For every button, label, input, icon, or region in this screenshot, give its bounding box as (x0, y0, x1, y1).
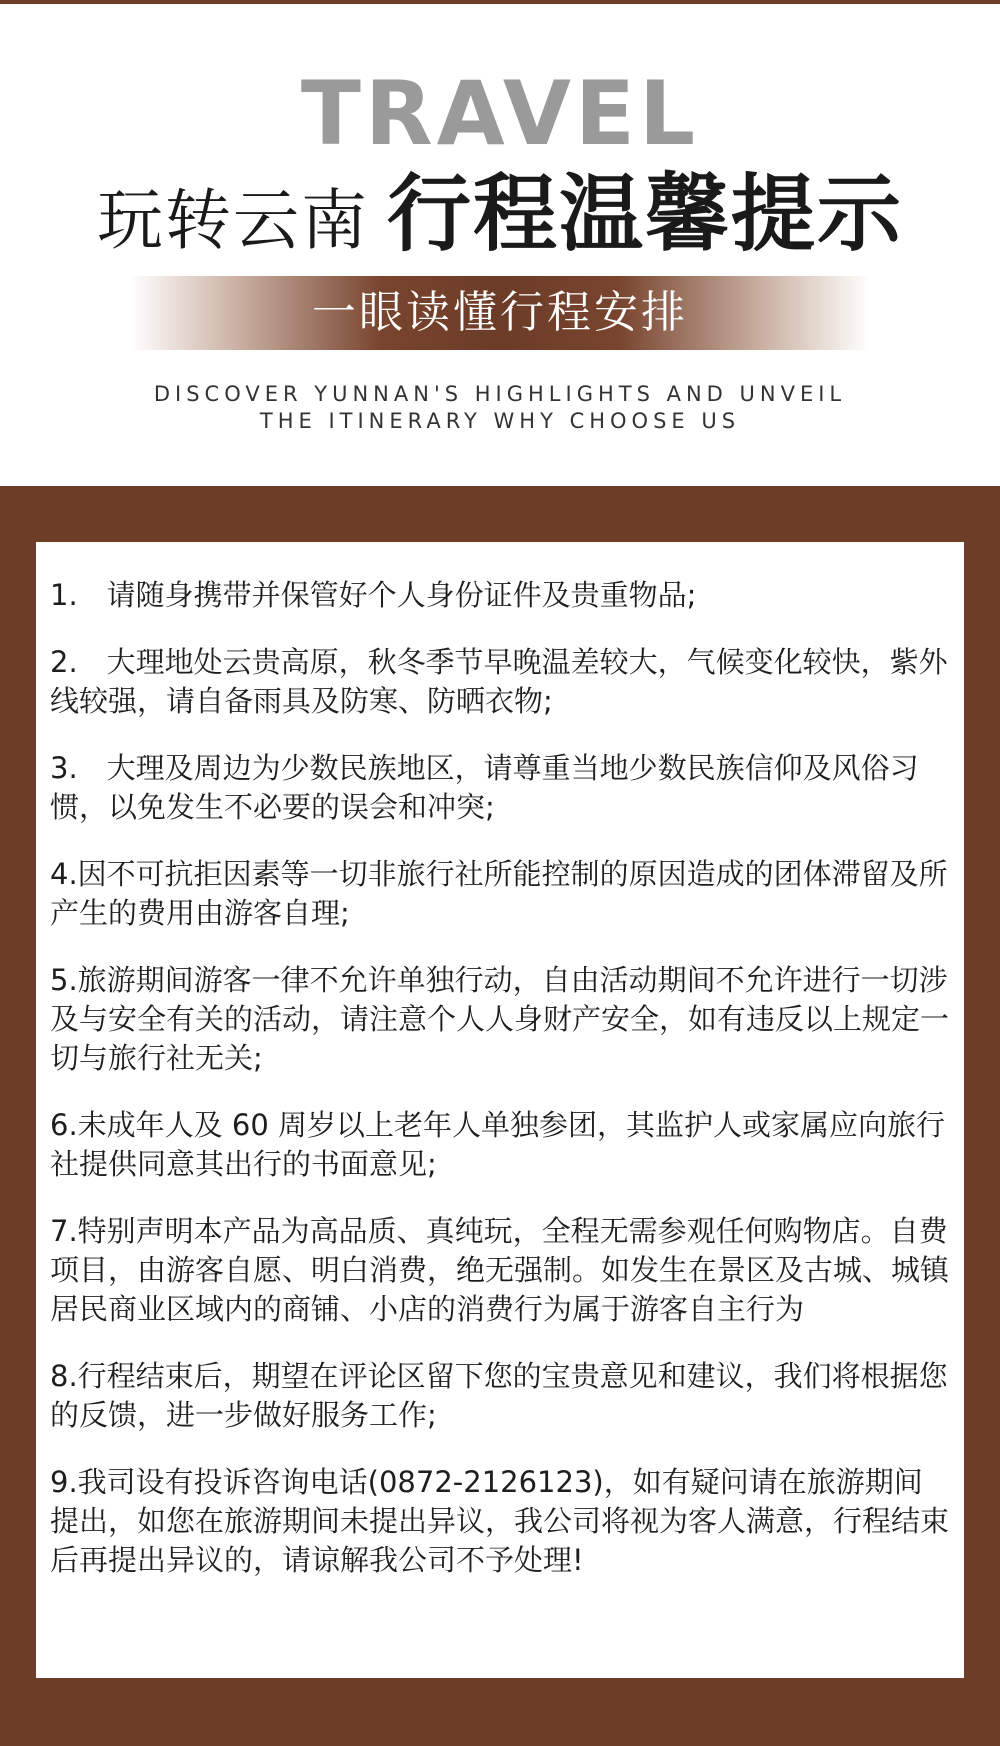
note-item-9: 9.我司设有投诉咨询电话(0872-2126123)，如有疑问请在旅游期间提出，如您在旅游期间未提出异议，我公司将视为客人满意，行程结束后再提出异议的，请谅解我公司不予处理! (50, 1465, 950, 1577)
subtitle-bar (130, 276, 870, 350)
note-item-7: 7.特别声明本产品为高品质、真纯玩，全程无需参观任何购物店。自费项目，由游客自愿、明白消费，绝无强制。如发生在景区及古城、城镇居民商业区域内的商铺、小店的消费行为属于游客自主行为 (50, 1214, 950, 1326)
note-item-2: 2. 大理地处云贵高原，秋冬季节早晚温差较大，气候变化较快，紫外线较强，请自备雨具及防寒、防晒衣物; (50, 645, 948, 718)
main-headline (0, 164, 1000, 288)
note-item-1: 1. 请随身携带并保管好个人身份证件及贵重物品; (50, 578, 697, 612)
note-item-8: 8.行程结束后，期望在评论区留下您的宝贵意见和建议，我们将根据您的反馈，进一步做好服务工作; (50, 1359, 948, 1432)
header-banner (0, 4, 1000, 486)
note-item-4: 4.因不可抗拒因素等一切非旅行社所能控制的原因造成的团体滞留及所产生的费用由游客自理; (50, 857, 948, 930)
notes-card (36, 542, 964, 1678)
english-tagline-line1: DISCOVER YUNNAN'S HIGHLIGHTS AND UNVEIL (153, 382, 847, 406)
english-tagline-line2: THE ITINERARY WHY CHOOSE US (259, 409, 741, 433)
headline-light-text: 玩转云南 (96, 182, 369, 259)
headline-bold-text: 行程温馨提示 (386, 165, 903, 263)
note-item-3: 3. 大理及周边为少数民族地区，请尊重当地少数民族信仰及风俗习惯，以免发生不必要的误会和冲突; (50, 751, 919, 824)
subtitle-text: 一眼读懂行程安排 (312, 287, 688, 338)
note-item-6: 6.未成年人及 60 周岁以上老年人单独参团，其监护人或家属应向旅行社提供同意其出行的书面意见; (50, 1108, 946, 1181)
travel-heading: TRAVEL (300, 62, 700, 165)
notes-list (50, 576, 950, 1608)
note-item-5: 5.旅游期间游客一律不允许单独行动，自由活动期间不允许进行一切涉及与安全有关的活动，请注意个人人身财产安全，如有违反以上规定一切与旅行社无关; (50, 963, 950, 1075)
